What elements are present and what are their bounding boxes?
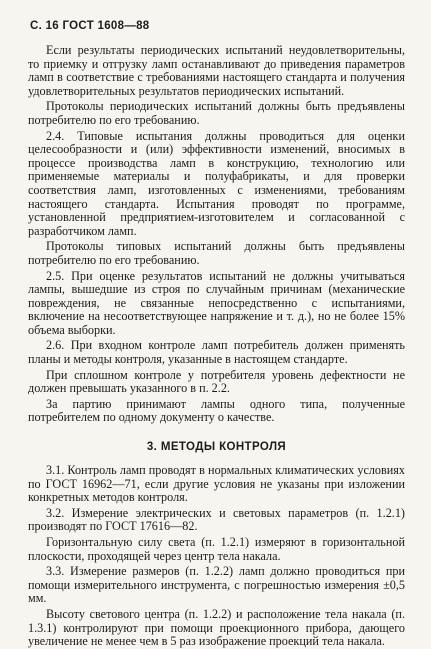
paragraph: При сплошном контроле у потребителя уровень дефектности не должен превышать указанного в п. 2.2. — [28, 367, 405, 396]
paragraph: Горизонтальную силу света (п. 1.2.1) измеряют в горизонтальной плоскости, проходящей через центр тела накала. — [28, 535, 405, 563]
paragraph: 2.4. Типовые испытания должны проводиться для оценки целесообразности и (или) эффективности изменений, вносимых в процессе производства ламп в конструкцию, технологию или применяемые материалы и полуфабрикаты, и для проверки соответствия ламп, изготовленных с изменениями, требованиям настоящего стандарта. Испытания проводят по программе, установленной предприятием-изготовителем и согласованной с разработчиком ламп. — [28, 128, 405, 238]
paragraph: 3.2. Измерение электрических и световых параметров (п. 1.2.1) производят по ГОСТ 17616—82. — [28, 505, 405, 534]
paragraph: Высоту светового центра (п. 1.2.2) и расположение тела накала (п. 1.3.1) контролируют при помощи проекционного прибора, дающего увеличение не менее чем в 5 раз изображение проекций тела накала. — [28, 606, 405, 649]
section-title: 3. МЕТОДЫ КОНТРОЛЯ — [146, 441, 287, 454]
paragraph: 3.1. Контроль ламп проводят в нормальных климатических условиях по ГОСТ 16962—71, если другие условия не указаны при изложении конкретных методов контроля. — [28, 463, 405, 505]
paragraph: 2.5. При оценке результатов испытаний не должны учитываться лампы, вышедшие из строя по случайным причинам (механические повреждения, не связанные непосредственно с испытаниями, включение на несоответствующее напряжение и т. д.), но не более 15% объема выборки. — [28, 268, 405, 337]
paragraph: Протоколы периодических испытаний должны быть предъявлены потребителю по его требованию. — [28, 99, 405, 127]
paragraph: 2.6. При входном контроле ламп потребитель должен применять планы и методы контроля, указанные в настоящем стандарте. — [28, 338, 405, 367]
paragraph: Протоколы типовых испытаний должны быть предъявлены потребителю по его требованию. — [28, 239, 405, 267]
page-header: С. 16 ГОСТ 1608—88 — [30, 20, 150, 32]
paragraph: 3.3. Измерение размеров (п. 1.2.2) ламп должно проводиться при помощи измерительного инструмента, с погрешностью измерения ±0,5 мм. — [28, 564, 405, 606]
paragraph: Если результаты периодических испытаний неудовлетворительны, то приемку и отгрузку ламп останавливают до приведения параметров ламп в соответствие с требованиями настоящего стандарта и получения удовлетворительных результатов периодических испытаний. — [28, 43, 405, 98]
paragraph: За партию принимают лампы одного типа, полученные потребителем по одному документу о качестве. — [28, 396, 405, 425]
